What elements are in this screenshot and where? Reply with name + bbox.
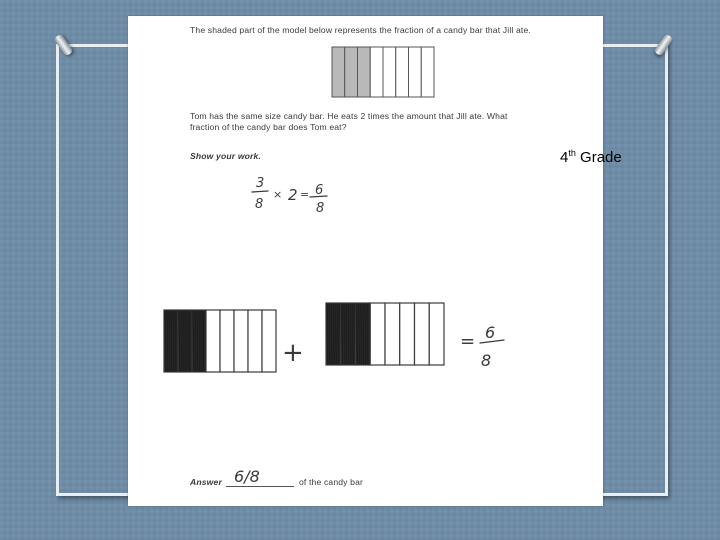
student-work	[128, 16, 603, 506]
answer-value: 6/8	[234, 467, 260, 486]
bar1-scribble	[175, 311, 176, 371]
bar2-scribble	[331, 304, 332, 364]
eq-equals: =	[300, 188, 310, 201]
bar1-scribble	[167, 311, 168, 371]
bar1-scribble	[185, 311, 186, 371]
bar2-scribble	[338, 304, 339, 364]
bar2-scribble	[363, 304, 364, 364]
eq-r-num: 6	[315, 183, 324, 198]
eq-a-den: 8	[255, 197, 264, 212]
eq-r-bar	[310, 196, 327, 197]
eq-a-num: 3	[256, 176, 265, 191]
bar2-scribble	[350, 304, 351, 364]
bar2-scribble	[359, 304, 360, 364]
bar2-scribble	[333, 304, 334, 364]
bar1-scribble	[169, 311, 170, 371]
bar2-scribble	[365, 304, 366, 364]
result-equals: =	[460, 331, 476, 352]
grade-label	[560, 149, 622, 166]
bar2-scribble	[329, 304, 330, 364]
bar2-scribble	[336, 304, 337, 364]
bar2-part-4	[370, 303, 385, 365]
bar2-part-6	[400, 303, 415, 365]
question-line-1: Tom has the same size candy bar. He eats 2 times the amount that Jill ate. What	[190, 111, 508, 121]
bar1-scribble	[179, 311, 180, 371]
result-num: 6	[485, 323, 496, 342]
bar2-scribble	[352, 304, 353, 364]
pin-left-icon	[52, 34, 74, 56]
eq-factor: 2	[288, 186, 298, 204]
bar1-part-8	[262, 310, 276, 372]
bar2-scribble	[367, 304, 368, 364]
bar2-scribble	[346, 304, 347, 364]
bar2-scribble	[348, 304, 349, 364]
bar1-scribble	[193, 311, 194, 371]
result-den: 8	[481, 351, 492, 370]
answer-suffix: of the candy bar	[299, 477, 364, 487]
eq-times: ×	[273, 188, 283, 201]
pin-right-icon	[652, 34, 674, 56]
bar2-part-7	[415, 303, 430, 365]
bar1-scribble	[189, 311, 190, 371]
bar2-scribble	[357, 304, 358, 364]
bar1-scribble	[199, 311, 200, 371]
bar1-scribble	[195, 311, 196, 371]
bar1-part-4	[206, 310, 220, 372]
bar1-part-6	[234, 310, 248, 372]
bar1-part-5	[220, 310, 234, 372]
grade-word: Grade	[580, 149, 622, 166]
bars-plus: +	[282, 338, 304, 368]
bar1-scribble	[171, 311, 172, 371]
bar1-scribble	[181, 311, 182, 371]
student-bar-2	[326, 303, 444, 365]
bar1-scribble	[173, 311, 174, 371]
worksheet-page	[128, 16, 603, 506]
bar1-scribble	[187, 311, 188, 371]
bar1-scribble	[203, 311, 204, 371]
grade-number: 4	[560, 149, 569, 166]
eq-r-den: 8	[316, 201, 325, 216]
bar1-scribble	[165, 311, 166, 371]
student-bar-1	[164, 310, 276, 372]
bar2-scribble	[327, 304, 328, 364]
grade-suffix: th	[568, 148, 576, 158]
bar2-scribble	[342, 304, 343, 364]
question-line-2: fraction of the candy bar does Tom eat?	[190, 122, 347, 132]
bar1-scribble	[197, 311, 198, 371]
bar1-scribble	[183, 311, 184, 371]
eq-a-bar	[252, 191, 268, 192]
bar1-part-7	[248, 310, 262, 372]
bar2-scribble	[344, 304, 345, 364]
bar2-part-5	[385, 303, 400, 365]
bar2-scribble	[361, 304, 362, 364]
intro-text: The shaded part of the model below represents the fraction of a candy bar that Jill ate.	[190, 25, 531, 35]
answer-label: Answer	[190, 477, 222, 487]
bar2-part-8	[429, 303, 444, 365]
show-work-label: Show your work.	[190, 151, 262, 161]
bar1-scribble	[201, 311, 202, 371]
